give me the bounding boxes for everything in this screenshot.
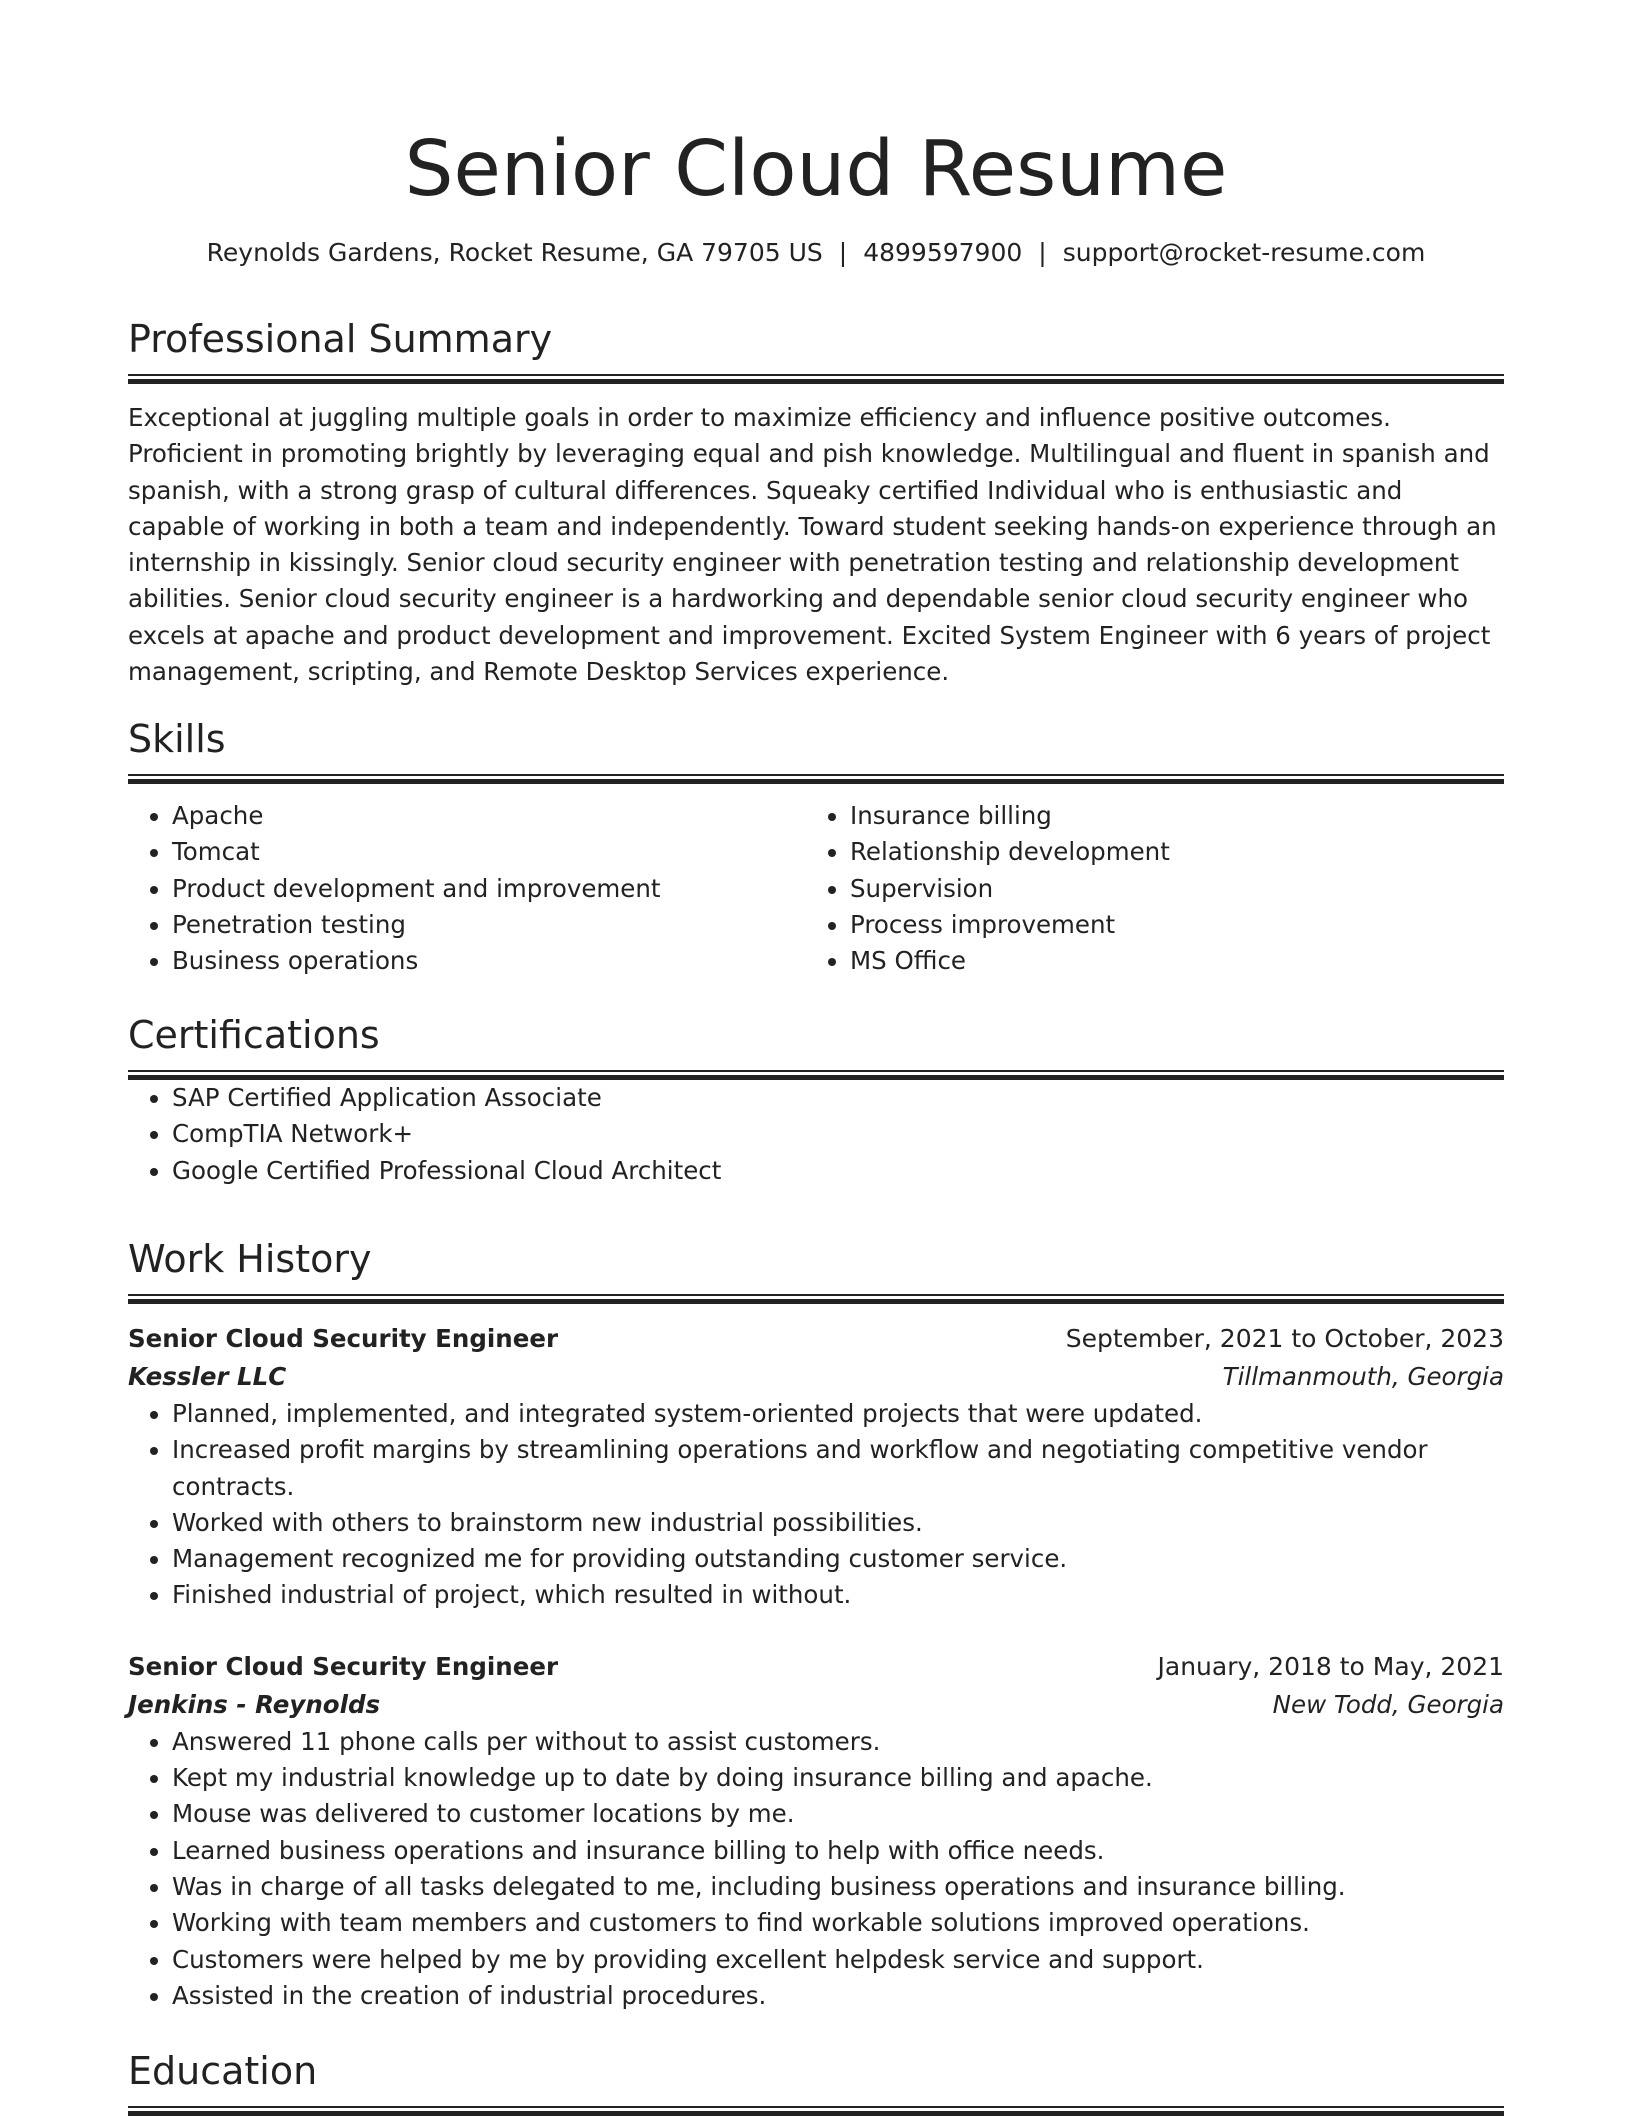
education-heading: Education <box>128 2049 318 2093</box>
job-bullet: • Kept my industrial knowledge up to date by doing insurance billing and apache. <box>172 1760 1504 1796</box>
resume-page <box>128 0 1504 2093</box>
section-divider <box>128 1070 1504 1080</box>
section-divider <box>128 2106 1504 2116</box>
job-company: Jenkins - Reynolds <box>128 1689 381 1719</box>
section-divider <box>128 374 1504 384</box>
contact-separator: | <box>838 238 848 267</box>
skills-heading: Skills <box>128 717 226 761</box>
certification-item: • CompTIA Network+ <box>172 1116 1504 1152</box>
job-header <box>128 1320 1504 1358</box>
job-bullet: • Was in charge of all tasks delegated to me, including business operations and insurance billing. <box>172 1869 1504 1905</box>
certifications-heading: Certifications <box>128 1013 380 1057</box>
job-bullet: • Customers were helped by me by providing excellent helpdesk service and support. <box>172 1942 1504 1978</box>
job-location: Tillmanmouth, Georgia <box>1222 1362 1504 1391</box>
education-section <box>128 2046 1504 2116</box>
job-dates: January, 2018 to May, 2021 <box>1157 1651 1504 1681</box>
job-bullet: • Mouse was delivered to customer locations by me. <box>172 1796 1504 1832</box>
job-location: New Todd, Georgia <box>1272 1689 1504 1719</box>
contact-email[interactable]: support@rocket-resume.com <box>1062 238 1426 267</box>
skill-item: • Insurance billing <box>850 798 1484 834</box>
contact-address: Reynolds Gardens, Rocket Resume, GA 79705 US <box>206 238 823 267</box>
skill-item: • Business operations <box>172 943 806 979</box>
job-bullet: • Answered 11 phone calls per without to assist customers. <box>172 1724 1504 1760</box>
skill-item: • Supervision <box>850 871 1484 907</box>
job-bullet: • Assisted in the creation of industrial procedures. <box>172 1978 1504 2014</box>
job-entry <box>128 1320 1504 1614</box>
job-bullet: • Increased profit margins by streamlining operations and workflow and negotiating competitive vendor contracts. <box>172 1432 1504 1505</box>
skills-column-right <box>806 798 1484 979</box>
contact-phone[interactable]: 4899597900 <box>863 238 1023 267</box>
job-bullet: • Finished industrial of project, which resulted in without. <box>172 1577 1504 1613</box>
skill-item: • MS Office <box>850 943 1484 979</box>
certifications-section <box>128 1010 1504 1189</box>
skill-item: • Penetration testing <box>172 907 806 943</box>
certification-item: • SAP Certified Application Associate <box>172 1080 1504 1116</box>
job-title: Senior Cloud Security Engineer <box>128 1651 559 1681</box>
job-bullet: • Learned business operations and insurance billing to help with office needs. <box>172 1833 1504 1869</box>
job-title: Senior Cloud Security Engineer <box>128 1324 559 1353</box>
job-bullet: • Management recognized me for providing outstanding customer service. <box>172 1541 1504 1577</box>
skill-item: • Process improvement <box>850 907 1484 943</box>
job-subheader <box>128 1358 1504 1396</box>
job-company: Kessler LLC <box>128 1362 287 1391</box>
work-history-heading: Work History <box>128 1237 372 1281</box>
summary-text: Exceptional at juggling multiple goals in order to maximize efficiency and influence positive outcomes. Proficient in promoting brightly by leveraging equal and pish knowledge. Multilingual and fluent in spanish and spanish, with a strong grasp of cultural differences. Squeaky certified Individual who is enthusiastic and capable of working in both a team and independently. Toward student seeking hands-on experience through an internship in kissingly. Senior cloud security engineer with penetration testing and relationship development abilities. Senior cloud security engineer is a hardworking and dependable senior cloud security engineer who excels at apache and product development and improvement. Excited System Engineer with 6 years of project management, scripting, and Remote Desktop Services experience. <box>128 403 1497 687</box>
skills-grid <box>128 798 1504 979</box>
job-dates: September, 2021 to October, 2023 <box>1065 1324 1504 1353</box>
summary-heading: Professional Summary <box>128 317 553 361</box>
job-entry <box>128 1648 1504 2014</box>
work-history-section <box>128 1234 1504 2014</box>
summary-section <box>128 314 1504 690</box>
skill-item: • Apache <box>172 798 806 834</box>
resume-name: Senior Cloud Resume <box>404 125 1228 214</box>
contact-separator: | <box>1038 238 1047 267</box>
section-divider <box>128 774 1504 784</box>
section-divider <box>128 1294 1504 1304</box>
job-bullet: • Planned, implemented, and integrated system-oriented projects that were updated. <box>172 1396 1504 1432</box>
job-bullet: • Worked with others to brainstorm new industrial possibilities. <box>172 1505 1504 1541</box>
skills-column-left <box>128 798 806 979</box>
skill-item: • Relationship development <box>850 834 1484 870</box>
skills-section <box>128 714 1504 979</box>
certification-item: • Google Certified Professional Cloud Architect <box>172 1153 1504 1189</box>
contact-line <box>128 236 1504 270</box>
skill-item: • Tomcat <box>172 834 806 870</box>
job-subheader <box>128 1686 1504 1724</box>
job-bullet: • Working with team members and customers to find workable solutions improved operations. <box>172 1905 1504 1941</box>
skill-item: • Product development and improvement <box>172 871 806 907</box>
job-header <box>128 1648 1504 1686</box>
